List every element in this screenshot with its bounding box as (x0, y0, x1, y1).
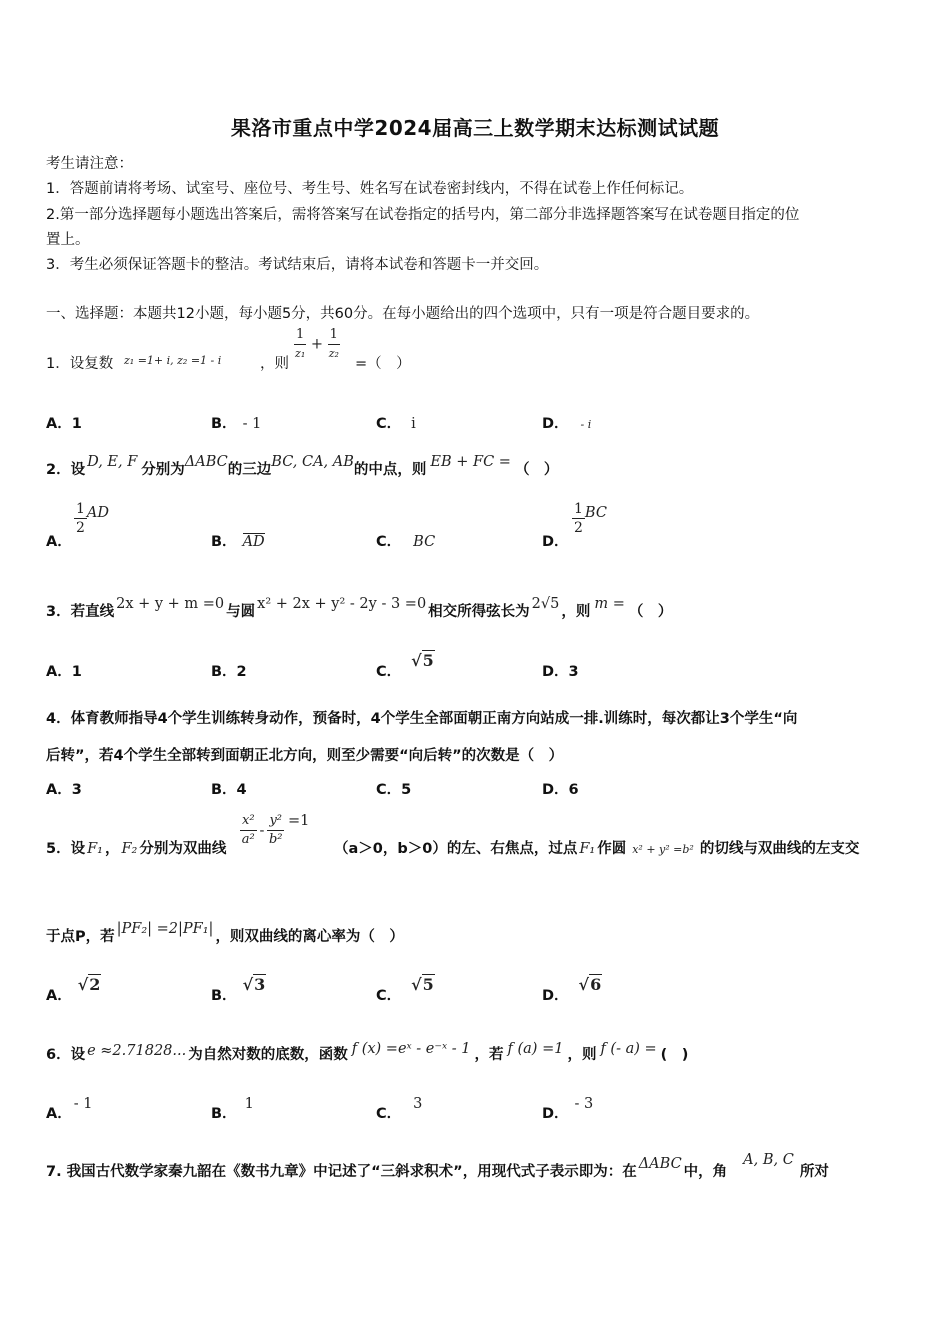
question-2-option-c[interactable]: C． BC (376, 534, 436, 550)
question-5-option-c[interactable]: C．√5 (376, 975, 434, 1004)
question-5-option-a[interactable]: A．√2 (46, 975, 101, 1004)
question-6-option-b[interactable]: B．1 (211, 1096, 254, 1122)
question-2-option-a-math: $\frac{1}{2}$ AD (76, 501, 110, 536)
page-title: 果洛市重点中学2024届高三上数学期末达标测试试题 (230, 116, 720, 140)
question-2-option-a[interactable]: A． (46, 534, 72, 550)
question-4-line-2: 后转”，若4个学生全部转到面朝正北方向，则至少需要“向后转”的次数是（ ） (46, 748, 564, 764)
question-4-option-c[interactable]: C．5 (376, 782, 412, 798)
question-5-option-d[interactable]: D．√6 (542, 975, 602, 1004)
question-1-option-b[interactable]: B． - 1 (211, 416, 262, 432)
question-5-option-b[interactable]: B．√3 (211, 975, 266, 1004)
question-6-line: 6．设 e ≈2.71828... 为自然对数的底数，函数 f (x) =eˣ - e⁻ˣ - 1 ，若 f (a) =1 ，则 f (- a) = ( ) (46, 1041, 689, 1063)
section-heading: 一、选择题：本题共12小题，每小题5分，共60分。在每小题给出的四个选项中，只有一项是符合题目要求的。 (46, 306, 760, 322)
question-1-tail: =（ ） (355, 356, 411, 372)
question-3-option-b[interactable]: B．2 (211, 664, 247, 680)
question-3-line: 3．若直线 2x + y + m =0 与圆 x² + 2x + y² - 2y - 3 =0 相交所得弦长为 2√5 ，则 m = （ ） (46, 596, 673, 620)
question-5-line-2: 于点P，若 |PF₂| =2|PF₁| ，则双曲线的离心率为（ ） (46, 921, 404, 945)
question-1-option-c[interactable]: C． i (376, 416, 416, 432)
notice-item: 3．考生必须保证答题卡的整洁。考试结束后，请将本试卷和答题卡一并交回。 (46, 257, 549, 273)
question-7-line: 7. 我国古代数学家秦九韶在《数书九章》中记述了“三斜求积术”，用现代式子表示即为：在 ΔABC 中，角A, B, C所对 (46, 1152, 829, 1180)
question-4-line-1: 4．体育教师指导4个学生训练转身动作，预备时，4个学生全部面朝正南方向站成一排.训练时，每次都让3个学生“向 (46, 711, 798, 727)
question-6-option-d[interactable]: D．- 3 (542, 1096, 594, 1122)
notice-heading: 考生请注意： (46, 156, 133, 172)
notice-item: 1．答题前请将考场、试室号、座位号、考生号、姓名写在试卷密封线内，不得在试卷上作任何标记。 (46, 181, 694, 197)
question-1-fraction: $\frac{1}{\text{z₁}}$ + $\frac{1}{\text{z₂}}$ (295, 327, 339, 360)
question-1-option-a[interactable]: A．1 (46, 416, 82, 432)
question-5-line-1-cont: （a＞0，b＞0）的左、右焦点，过点 F₁ 作圆 x² + y² =b² 的切线与双曲线的左支交 (334, 841, 860, 857)
question-6-option-c[interactable]: C．3 (376, 1096, 423, 1122)
question-1-math: z₁ =1+ i, z₂ =1 - i (124, 354, 222, 367)
question-6-option-a[interactable]: A．- 1 (46, 1096, 93, 1122)
question-3-option-a[interactable]: A．1 (46, 664, 82, 680)
question-2-option-d[interactable]: D． (542, 534, 569, 550)
notice-item: 置上。 (46, 232, 90, 248)
question-5-hyperbola: $\frac{\text{x²}}{\text{a²}}$ - $\frac{\text{y²}}{\text{b²}}$ =1 (241, 812, 310, 847)
question-1-option-d[interactable]: D． - i (542, 416, 592, 432)
question-4-option-b[interactable]: B．4 (211, 782, 247, 798)
question-1-stem: 1．设复数 (46, 356, 114, 372)
question-3-option-c[interactable]: C．√5 (376, 651, 434, 680)
question-2-option-b[interactable]: B． AD (211, 534, 265, 550)
notice-item: 2.第一部分选择题每小题选出答案后，需将答案写在试卷指定的括号内，第二部分非选择题答案写在试卷题目指定的位 (46, 207, 800, 223)
question-2-line: 2．设 D, E, F 分别为ΔABC的三边BC, CA, AB的中点，则 EB + FC = （ ） (46, 454, 559, 478)
question-4-option-a[interactable]: A．3 (46, 782, 82, 798)
question-1-text: ，则 (260, 356, 289, 372)
question-4-option-d[interactable]: D．6 (542, 782, 579, 798)
question-5-line-1: 5．设 F₁ ， F₂ 分别为双曲线 (46, 841, 227, 857)
question-3-option-d[interactable]: D．3 (542, 664, 579, 680)
question-2-option-d-math: $\frac{1}{2}$ BC (574, 501, 607, 536)
